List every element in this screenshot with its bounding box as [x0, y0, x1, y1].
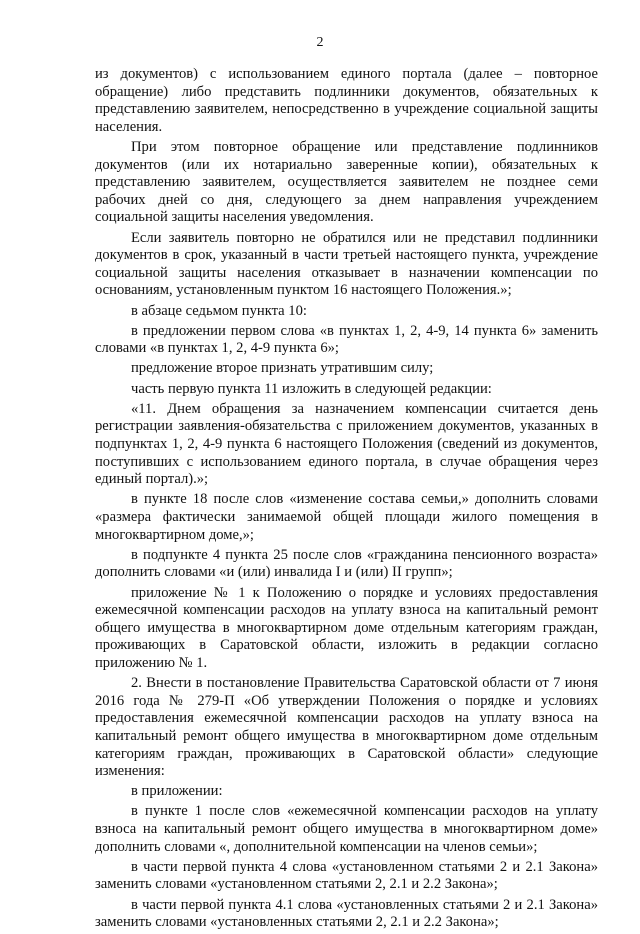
paragraph: из документов) с использованием единого портала (далее – повторное обращение) либо представить подлинники документов, обязательных к представлению заявителем, непосредственно в учреждение социальной защиты населения. — [95, 66, 598, 135]
paragraph: Если заявитель повторно не обратился или не представил подлинники документов в срок, указанный в части третьей настоящего пункта, учреждение социальной защиты населения отказывает в назначении компенсации по основаниям, установленным пунктом 16 настоящего Положения.»; — [95, 229, 598, 299]
paragraph: часть первую пункта 11 изложить в следующей редакции: — [131, 380, 492, 397]
paragraph: в подпункте 4 пункта 25 после слов «гражданина пенсионного возраста» дополнить словами «и (или) инвалида I и (или) II групп»; — [95, 546, 598, 581]
paragraph: в пункте 18 после слов «изменение состава семьи,» дополнить словами «размера фактически занимаемой общей площади жилого помещения в многоквартирном доме,»; — [95, 491, 598, 543]
paragraph: в части первой пункта 4 слова «установленном статьями 2 и 2.1 Закона» заменить словами «установленном статьями 2, 2.1 и 2.2 Закона»; — [95, 858, 598, 893]
paragraph: «11. Днем обращения за назначением компенсации считается день регистрации заявления-обязательства с приложением документов, указанных в подпунктах 1, 2, 4-9 пункта 6 настоящего Положения (сведений из документов, поступивших с использованием единого портала, в случае обращения через единый портал).»; — [95, 400, 598, 488]
document-body — [95, 66, 598, 934]
paragraph: приложение № 1 к Положению о порядке и условиях предоставления ежемесячной компенсации расходов на уплату взноса на капитальный ремонт общего имущества в многоквартирном доме отдельным категориям граждан, проживающих в Саратовской области, изложить в редакции согласно приложению № 1. — [95, 584, 598, 671]
paragraph: в части первой пункта 4.1 слова «установленных статьями 2 и 2.1 Закона» заменить словами «установленных статьями 2, 2.1 и 2.2 Закона»; — [95, 896, 598, 931]
paragraph: в абзаце седьмом пункта 10: — [131, 302, 307, 319]
paragraph: в приложении: — [131, 783, 223, 800]
paragraph: 2. Внести в постановление Правительства Саратовской области от 7 июня 2016 года № 279-П «Об утверждении Положения о порядке и условиях предоставления ежемесячной компенсации расходов на уплату взноса на капитальный ремонт общего имущества в многоквартирном доме отдельным категориям граждан, проживающих в Саратовской области» следующие изменения: — [95, 675, 598, 780]
paragraph: в предложении первом слова «в пунктах 1, 2, 4-9, 14 пункта 6» заменить словами «в пунктах 1, 2, 4-9 пункта 6»; — [95, 322, 598, 357]
paragraph: предложение второе признать утратившим силу; — [131, 360, 434, 377]
paragraph: При этом повторное обращение или представление подлинников документов (или их нотариально заверенные копии), обязательных к представлению заявителем, осуществляется заявителем не позднее семи рабочих дней со дня, следующего за днем направления учреждением социальной защиты населения уведомления. — [95, 138, 598, 226]
paragraph: в пункте 1 после слов «ежемесячной компенсации расходов на уплату взноса на капитальный ремонт общего имущества в многоквартирном доме» дополнить словами «, дополнительной компенсации на членов семьи»; — [95, 803, 598, 855]
page-number: 2 — [316, 35, 324, 50]
